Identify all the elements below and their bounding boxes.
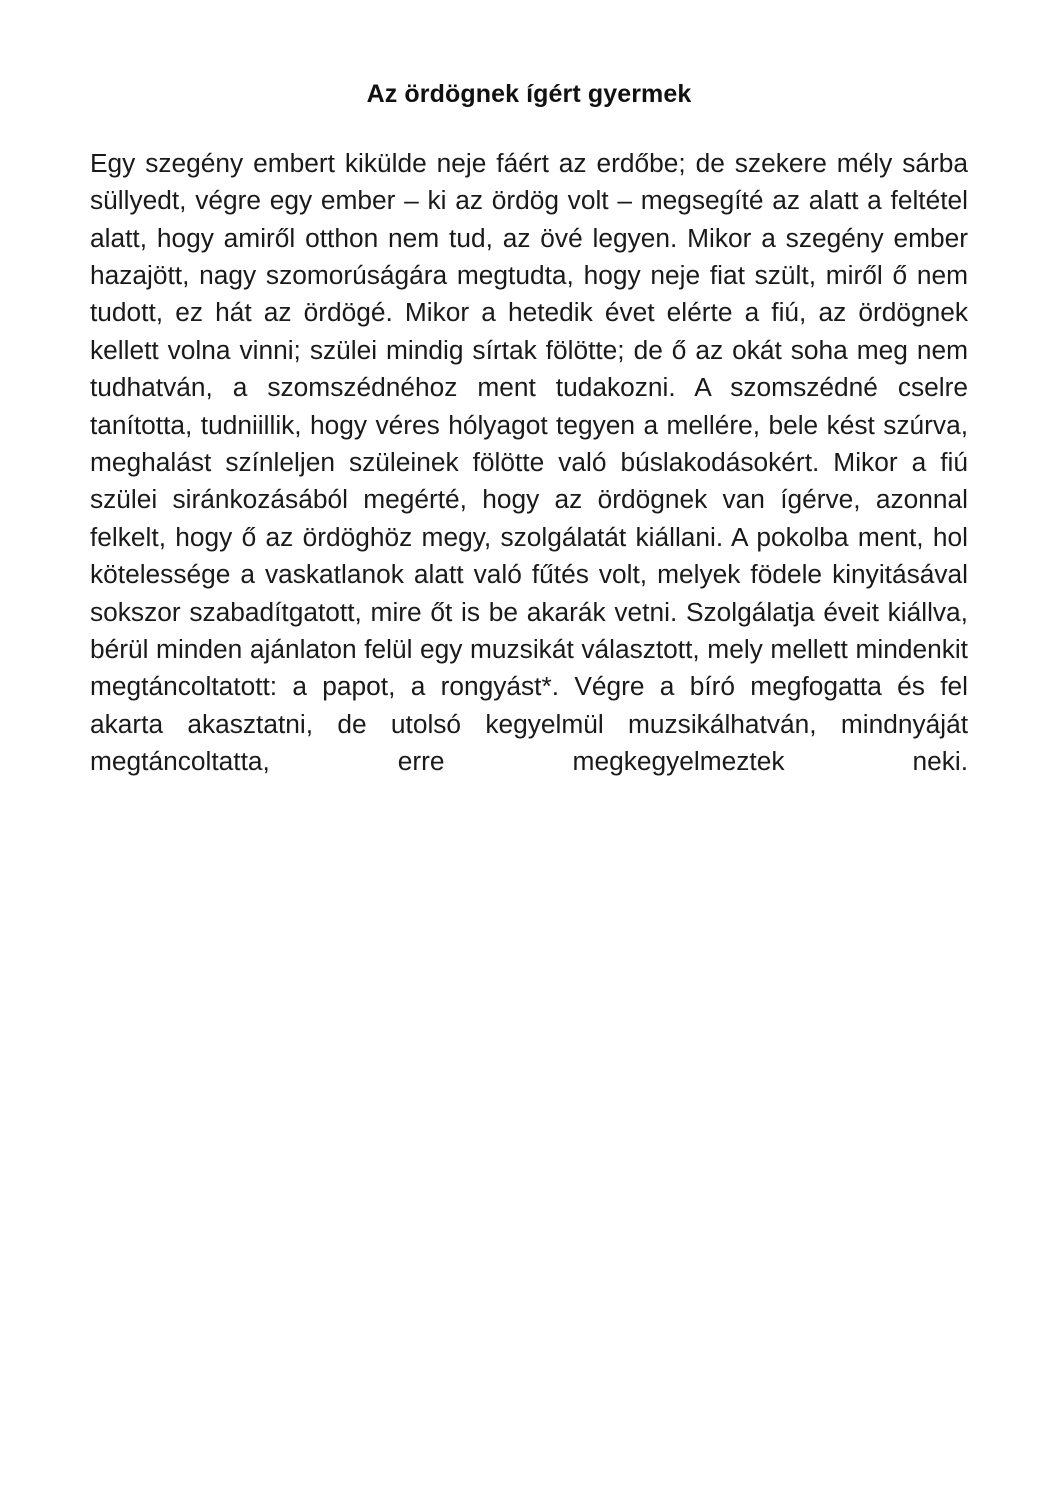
page-title: Az ördögnek ígért gyermek [366, 80, 692, 108]
story-paragraph: Egy szegény embert kikülde neje fáért az erdőbe; de szekere mély sárba süllyedt, végre egy ember – ki az ördög volt – megsegíté az alatt a feltétel alatt, hogy amiről otthon nem tud, az övé legyen. Mikor a szegény ember hazajött, nagy szomorúságára megtudta, hogy neje fiat szült, miről ő nem tudott, ez hát az ördögé. Mikor a hetedik évet elérte a fiú, az ördögnek kellett volna vinni; szülei mindig sírtak fölötte; de ő az okát soha meg nem tudhatván, a szomszédnéhoz ment tudakozni. A szomszédné cselre tanította, tudniillik, hogy véres hólyagot tegyen a mellére, bele kést szúrva, meghalást színleljen szüleinek fölötte való búslakodásokért. Mikor a fiú szülei siránkozásából megérté, hogy az ördögnek van ígérve, azonnal felkelt, hogy ő az ördöghöz megy, szolgálatát kiállani. A pokolba ment, hol kötelessége a vaskatlanok alatt való fűtés volt, melyek födele kinyitásával sokszor szabadítgatott, mire őt is be akarák vetni. Szolgálatja éveit kiállva, bérül minden ajánlaton felül egy muzsikát választott, mely mellett mindenkit megtáncoltatott: a papot, a rongyást*. Végre a bíró megfogatta és fel akarta akasztatni, de utolsó kegyelmül muzsikálhatván, mindnyáját megtáncoltatta, erre megkegyelmeztek neki. [90, 147, 968, 777]
document-text-block [90, 78, 968, 818]
